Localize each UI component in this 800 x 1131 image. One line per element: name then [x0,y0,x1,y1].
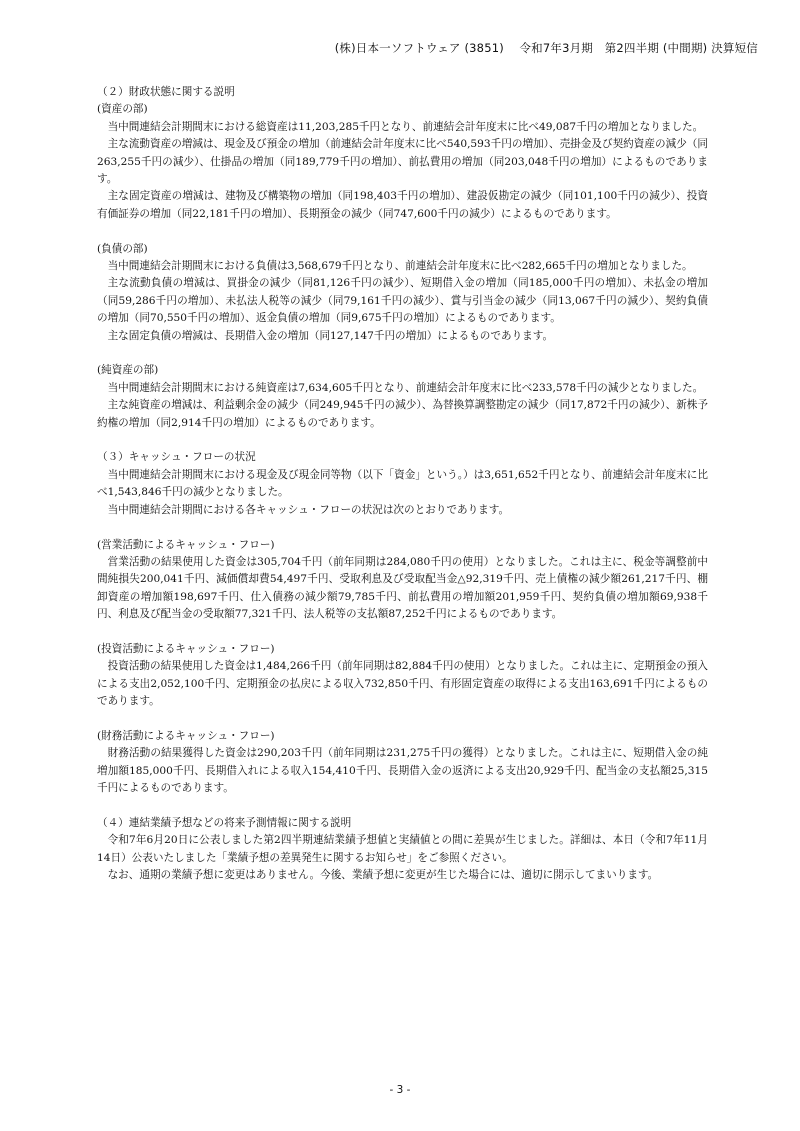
spacer [97,519,708,536]
page-number: - 3 - [389,1084,411,1096]
paragraph: 当中間連結会計期間末における負債は3,568,679千円となり、前連結会計年度末に比べ282,665千円の増加となりました。 [107,260,693,273]
subsection-head-investing: (投資活動によるキャッシュ・フロー) [97,642,275,655]
paragraph: 営業活動の結果使用した資金は305,704千円（前年同期は284,080千円の使用）となりました。これは主に、税金等調整前中間純損失200,041千円、減価償却費54,497千円、受取利息及び受取配当金△92,319千円、売上債権の減少額261,217千円、棚卸資産の増加額198,697千円、仕入債務の減少額79,785千円、前払費用の増加額201,959千円、契約負債の増加額69,938千円、利息及び配当金の受取額77,321千円、法人税等の支払額87,252千円によるものであります。 [97,555,708,621]
spacer [97,711,708,728]
section-title-financial-position: （２）財政状態に関する説明 [97,86,235,98]
paragraph: なお、通期の業績予想に変更はありません。今後、業績予想に変更が生じた場合には、適切に開示してまいります。 [107,869,659,882]
spacer [97,432,708,449]
paragraph: 主な固定負債の増減は、長期借入金の増加（同127,147千円の増加）によるものであります。 [107,329,554,342]
subsection-head-assets: (資産の部) [97,103,148,116]
paragraph: 主な固定資産の増減は、建物及び構築物の増加（同198,403千円の増加）、建設仮勘定の減少（同101,100千円の減少）、投資有価証券の増加（同22,181千円の増加）、長期預金の減少（同747,600千円の減少）によるものであります。 [97,190,708,220]
paragraph: 財務活動の結果獲得した資金は290,203千円（前年同期は231,275千円の獲得）となりました。これは主に、短期借入金の純増加額185,000千円、長期借入れによる収入154,410千円、長期借入金の返済による支出20,929千円、配当金の支払額25,315千円によるものであります。 [97,747,708,795]
subsection-head-liabilities: (負債の部) [97,242,148,255]
page-header: (株)日本一ソフトウェア (3851) 令和7年3月期 第2四半期 (中間期) 決算短信 [334,41,758,55]
subsection-head-financing: (財務活動によるキャッシュ・フロー) [97,729,275,742]
spacer [97,345,708,362]
section-title-cash-flows: （３）キャッシュ・フローの状況 [97,451,256,464]
paragraph: 令和7年6月20日に公表しました第2四半期連結業績予想値と実績値との間に差異が生じました。詳細は、本日（令和7年11月14日）公表いたしました「業績予想の差異発生に関するお知らせ」をご参照ください。 [97,834,708,864]
paragraph: 主な流動負債の増減は、買掛金の減少（同81,126千円の減少）、短期借入金の増加（同185,000千円の増加）、未払金の増加（同59,286千円の増加）、未払法人税等の減少（同79,161千円の減少）、賞与引当金の減少（同13,067千円の減少）、契約負債の増加（同70,550千円の増加）、返金負債の増加（同9,675千円の増加）によるものであります。 [97,277,708,325]
paragraph: 投資活動の結果使用した資金は1,484,266千円（前年同期は82,884千円の使用）となりました。これは主に、定期預金の預入による支出2,052,100千円、定期預金の払戻による収入732,850千円、有形固定資産の取得による支出163,691千円によるものであります。 [97,660,708,708]
spacer [97,798,708,815]
paragraph: 主な純資産の増減は、利益剰余金の減少（同249,945千円の減少）、為替換算調整勘定の減少（同17,872千円の減少）、新株予約権の増加（同2,914千円の増加）によるものであります。 [97,399,708,429]
paragraph: 当中間連結会計期間末における純資産は7,634,605千円となり、前連結会計年度末に比べ233,578千円の減少となりました。 [107,381,704,394]
paragraph: 主な流動資産の増減は、現金及び預金の増加（前連結会計年度末に比べ540,593千円の増加）、売掛金及び契約資産の減少（同263,255千円の減少）、仕掛品の増加（同189,779千円の増加）、前払費用の増加（同203,048千円の増加）によるものであります。 [97,138,708,186]
spacer [97,223,708,240]
section-title-forecast: （４）連結業績予想などの将来予測情報に関する説明 [97,816,352,829]
document-body [97,84,708,885]
subsection-head-operating: (営業活動によるキャッシュ・フロー) [97,538,275,551]
paragraph: 当中間連結会計期間末における総資産は11,203,285千円となり、前連結会計年度末に比べ49,087千円の増加となりました。 [107,120,704,133]
spacer [97,624,708,641]
subsection-head-net-assets: (純資産の部) [97,364,159,377]
paragraph: 当中間連結会計期間における各キャッシュ・フローの状況は次のとおりであります。 [107,503,510,516]
paragraph: 当中間連結会計期間末における現金及び現金同等物（以下「資金」という。）は3,651,652千円となり、前連結会計年度末に比べ1,543,846千円の減少となりました。 [97,468,708,499]
